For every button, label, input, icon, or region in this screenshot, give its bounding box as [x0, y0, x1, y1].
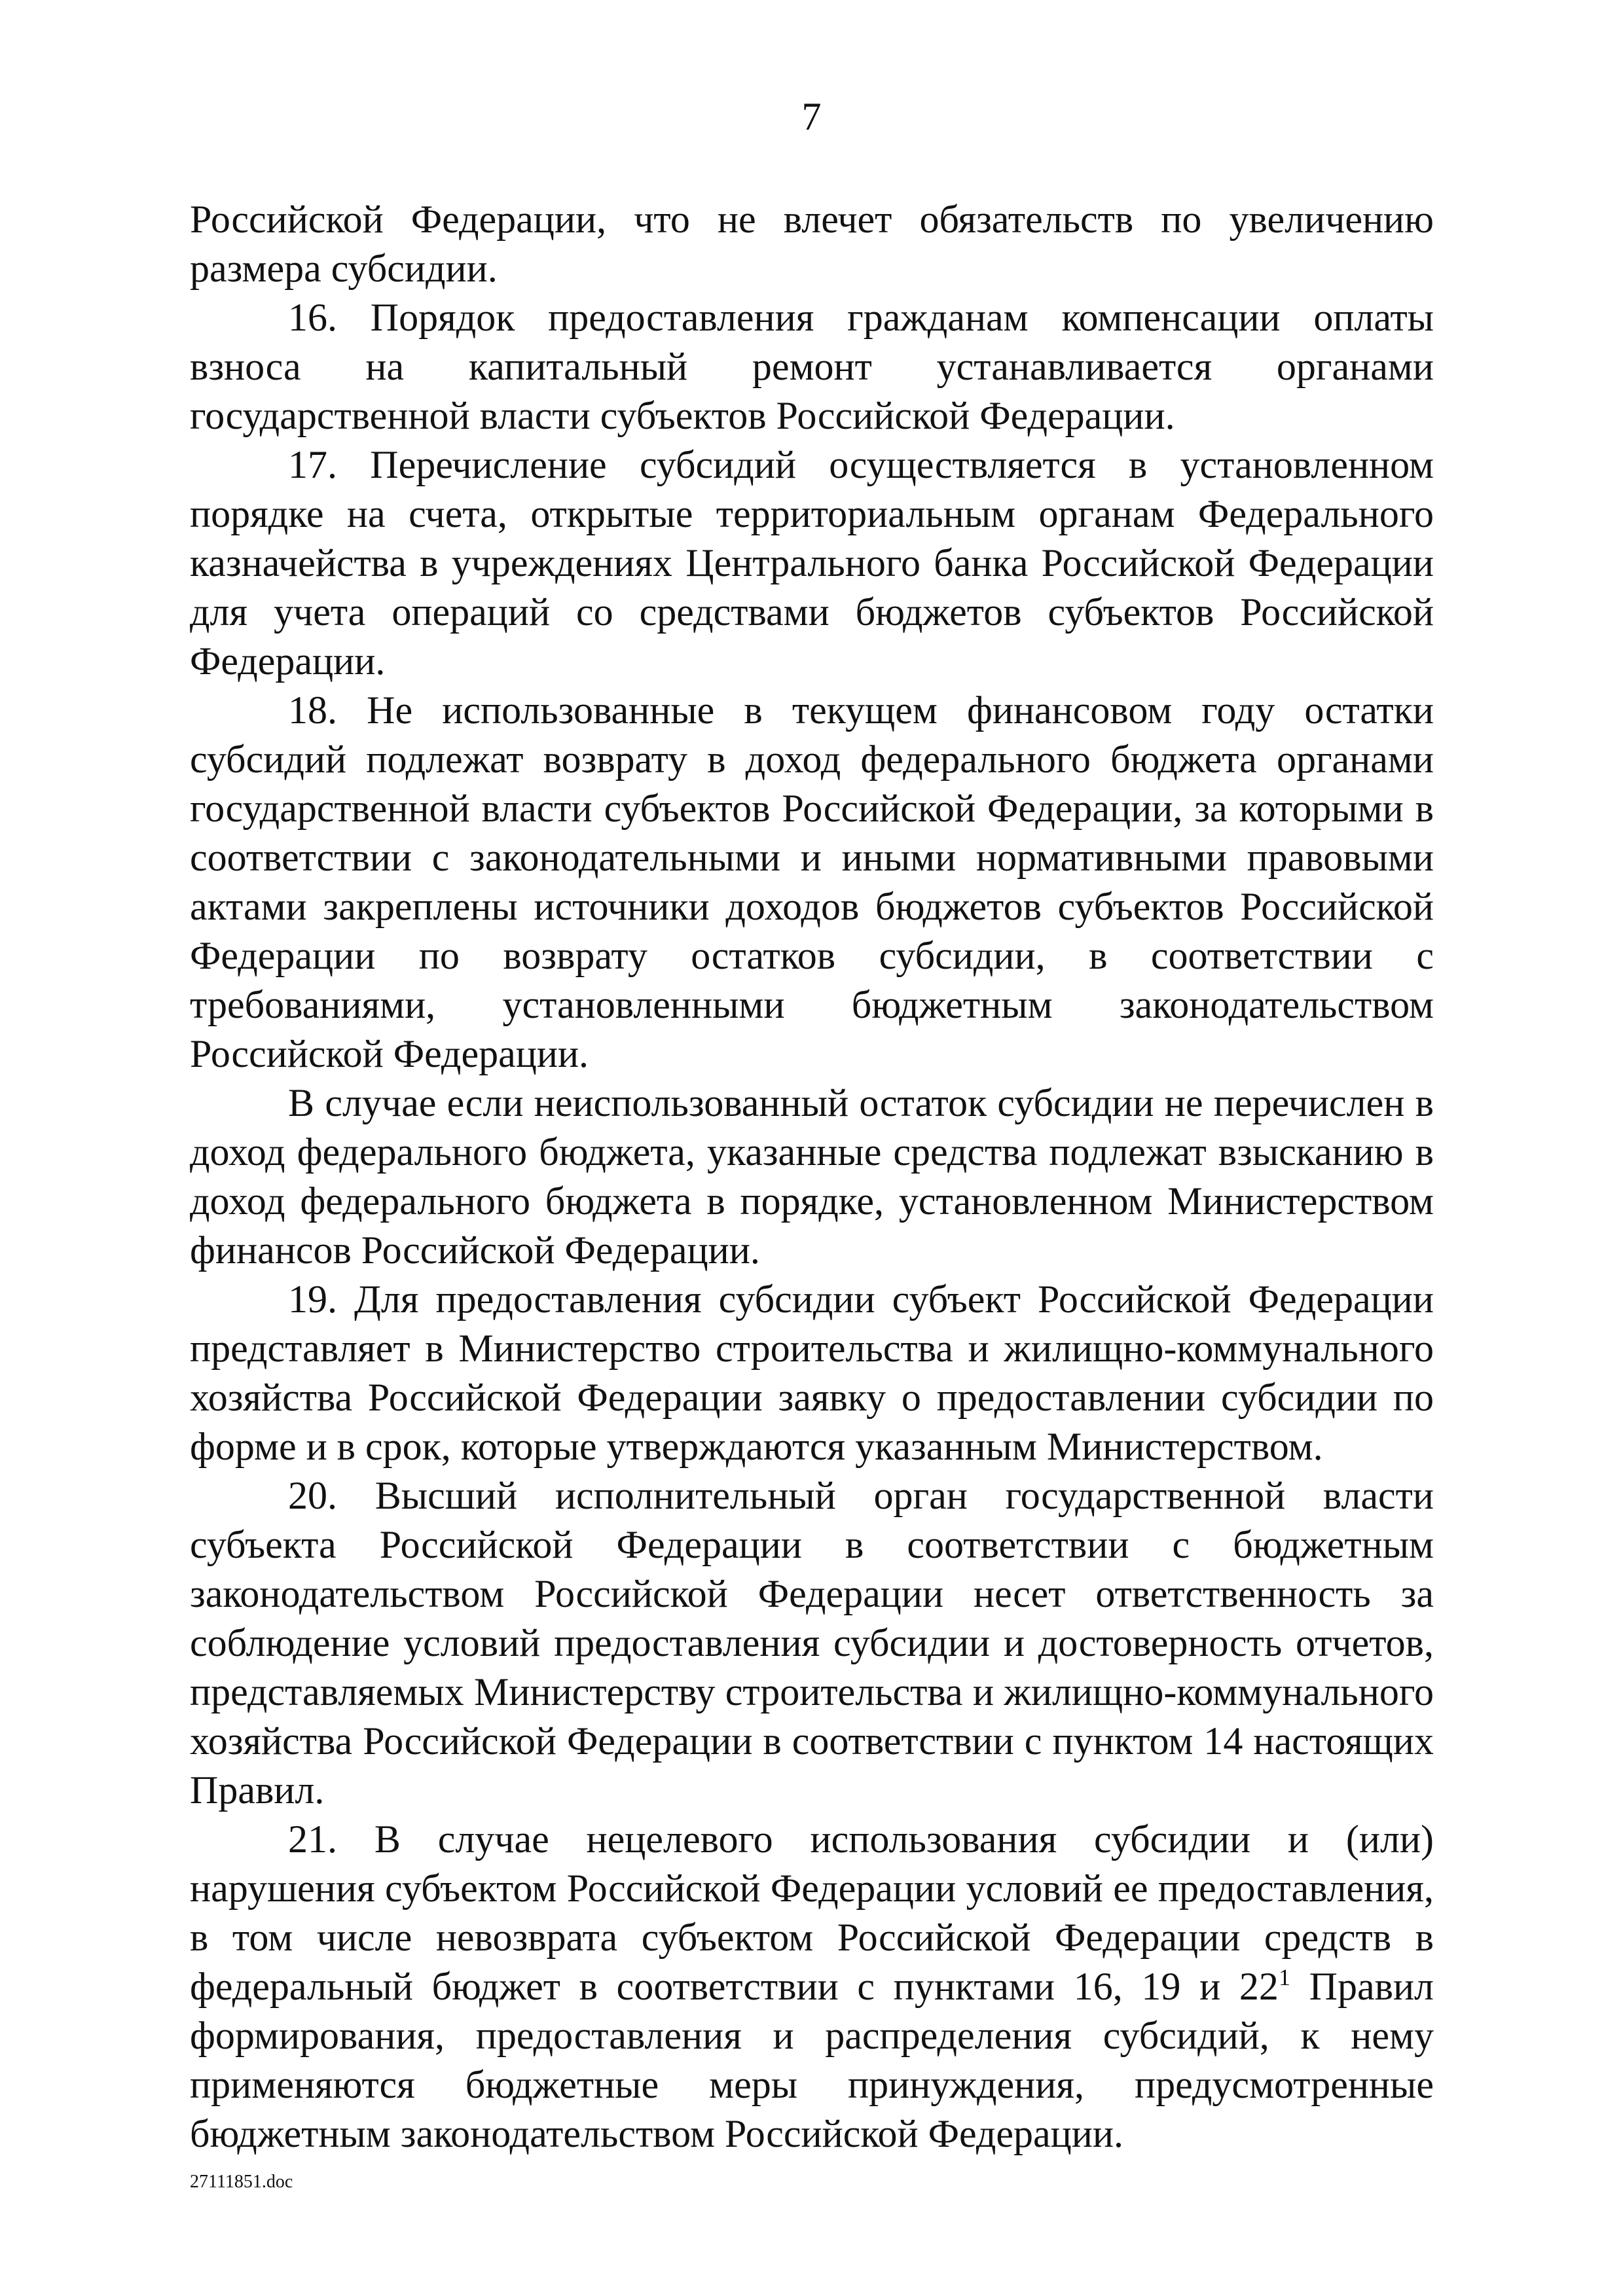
- document-body: [190, 195, 1434, 2159]
- paragraph-21: [190, 1815, 1434, 2159]
- paragraph-21-text-before: 21. В случае нецелевого использования субсидии и (или) нарушения субъектом Российской Федерации условий ее предоставления, в том числе невозврата субъектом Российской Федерации средств в федеральный бюджет в соответствии с пунктами 16, 19 и 22: [190, 1818, 1434, 2008]
- paragraph-16: 16. Порядок предоставления гражданам компенсации оплаты взноса на капитальный ремонт устанавливается органами государственной власти субъектов Российской Федерации.: [190, 296, 1434, 437]
- paragraph-20: 20. Высший исполнительный орган государственной власти субъекта Российской Федерации в соответствии с бюджетным законодательством Российской Федерации несет ответственность за соблюдение условий предоставления субсидии и достоверность отчетов, представляемых Министерству строительства и жилищно-коммунального хозяйства Российской Федерации в соответствии с пунктом 14 настоящих Правил.: [190, 1474, 1434, 1812]
- paragraph-21-superscript: 1: [1278, 1964, 1290, 1990]
- paragraph-19: 19. Для предоставления субсидии субъект Российской Федерации представляет в Министерство строительства и жилищно-коммунального хозяйства Российской Федерации заявку о предоставлении субсидии по форме и в срок, которые утверждаются указанным Министерством.: [190, 1278, 1434, 1468]
- paragraph-21-text-after: Правил формирования, предоставления и распределения субсидий, к нему применяются бюджетные меры принуждения, предусмотренные бюджетным законодательством Российской Федерации.: [190, 1965, 1434, 2155]
- paragraph-18-addendum: В случае если неиспользованный остаток субсидии не перечислен в доход федерального бюджета, указанные средства подлежат взысканию в доход федерального бюджета в порядке, установленном Министерством финансов Российской Федерации.: [190, 1081, 1434, 1272]
- footer-filename: 27111851.doc: [190, 2172, 293, 2192]
- paragraph-18: 18. Не использованные в текущем финансовом году остатки субсидий подлежат возврату в доход федерального бюджета органами государственной власти субъектов Российской Федерации, за которыми в соответствии с законодательными и иными нормативными правовыми актами закреплены источники доходов бюджетов субъектов Российской Федерации по возврату остатков субсидии, в соответствии с требованиями, установленными бюджетным законодательством Российской Федерации.: [190, 689, 1434, 1075]
- paragraph-continuation: Российской Федерации, что не влечет обязательств по увеличению размера субсидии.: [190, 198, 1434, 290]
- page-number: 7: [801, 95, 822, 138]
- paragraph-17: 17. Перечисление субсидий осуществляется в установленном порядке на счета, открытые территориальным органам Федерального казначейства в учреждениях Центрального банка Российской Федерации для учета операций со средствами бюджетов субъектов Российской Федерации.: [190, 443, 1434, 683]
